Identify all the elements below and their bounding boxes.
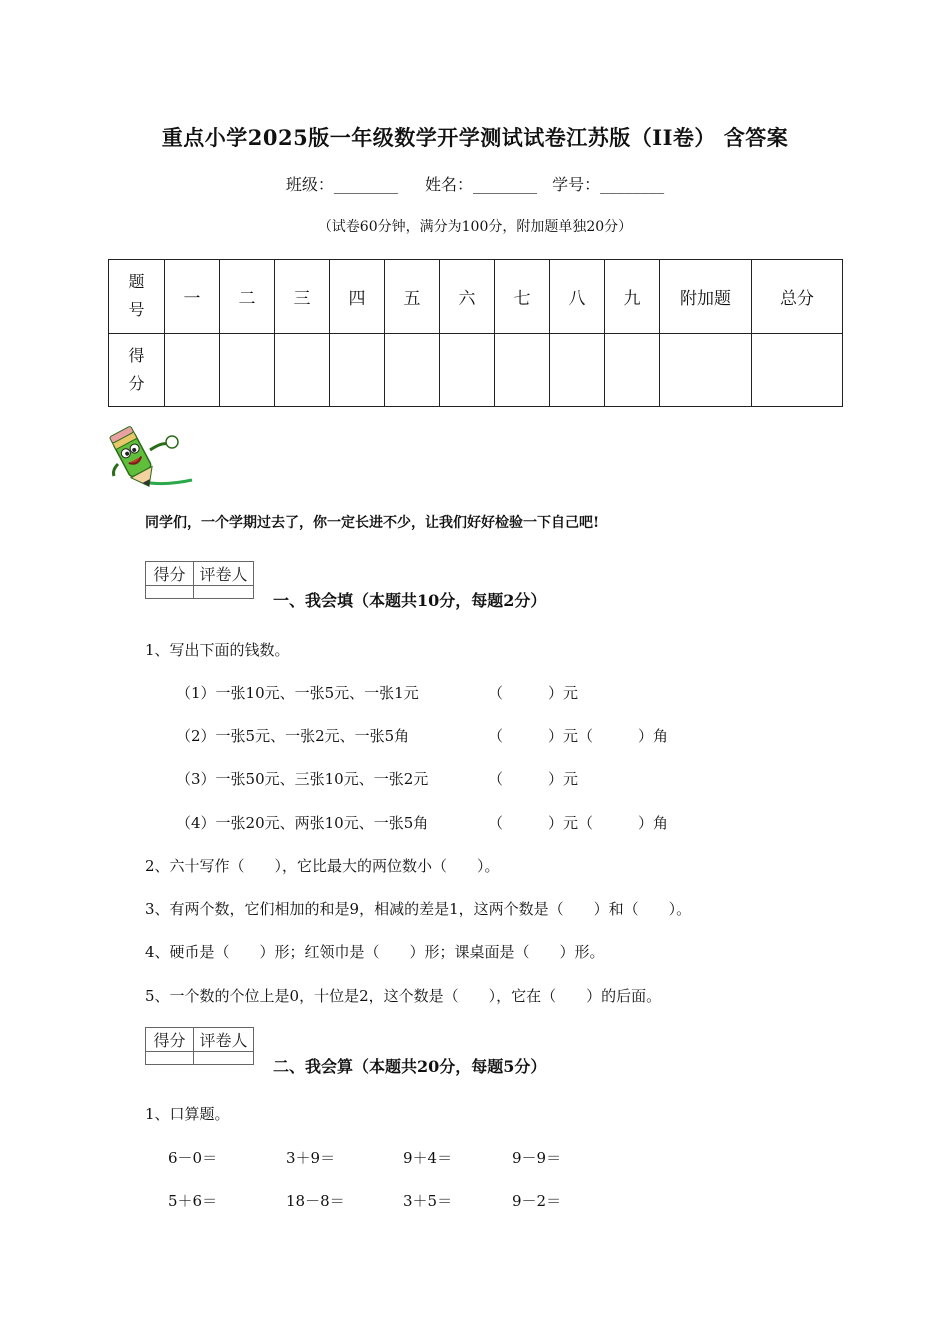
question-1-item-blank: （ ）元（ ）角 [488,727,669,745]
arithmetic-item: 5＋6＝ [168,1192,218,1210]
section-2-question-1: 1、口算题。 [145,1105,230,1123]
page-title: 重点小学2025版一年级数学开学测试试卷江苏版（II卷） 含答案 [161,125,789,150]
grader-reviewer-label: 评卷人 [194,1028,254,1052]
question-5: 5、一个数的个位上是0，十位是2，这个数是（ ），它在（ ）的后面。 [145,987,662,1005]
score-row-header: 得 分 [109,333,165,407]
grader-reviewer-cell [194,586,254,599]
column-header: 三 [275,260,330,334]
question-1-item-label: （2）一张5元、一张2元、一张5角 [176,727,410,745]
question-1-item-blank: （ ）元（ ）角 [488,814,669,832]
score-cell [605,333,660,407]
score-cell [165,333,220,407]
score-cell [385,333,440,407]
column-header: 九 [605,260,660,334]
column-header: 六 [440,260,495,334]
question-1: 1、写出下面的钱数。 [145,641,290,659]
question-1-item-label: （4）一张20元、两张10元、一张5角 [176,814,429,832]
grader-score-label: 得分 [146,1028,194,1052]
question-1-item-label: （1）一张10元、一张5元、一张1元 [176,684,419,702]
score-cell [220,333,275,407]
grader-reviewer-label: 评卷人 [194,562,254,586]
score-cell [330,333,385,407]
intro-text: 同学们，一个学期过去了，你一定长进不少，让我们好好检验一下自己吧! [145,515,600,531]
question-2: 2、六十写作（ ），它比最大的两位数小（ ）。 [145,857,500,875]
column-header: 八 [550,260,605,334]
arithmetic-item: 3＋9＝ [286,1149,336,1167]
score-cell [440,333,495,407]
score-cell [495,333,550,407]
score-table [108,259,843,407]
question-number-header: 题 号 [109,260,165,334]
column-header: 四 [330,260,385,334]
grader-score-cell [146,1052,194,1065]
column-header: 二 [220,260,275,334]
arithmetic-item: 9＋4＝ [403,1149,453,1167]
section-1-heading: 一、我会填（本题共10分，每题2分） [273,591,547,610]
column-header: 五 [385,260,440,334]
question-1-item-blank: （ ）元 [488,684,579,702]
question-3: 3、有两个数，它们相加的和是9，相减的差是1，这两个数是（ ）和（ ）。 [145,900,692,918]
score-table-score-row [109,333,843,407]
class-field: 班级：________ [285,175,398,194]
column-header: 总分 [752,260,843,334]
grader-score-label: 得分 [146,562,194,586]
grader-box [145,1027,254,1065]
grader-score-cell [146,586,194,599]
score-cell [275,333,330,407]
arithmetic-item: 9－2＝ [512,1192,562,1210]
section-2-heading: 二、我会算（本题共20分，每题5分） [273,1057,547,1076]
score-cell [660,333,752,407]
column-header: 一 [165,260,220,334]
name-field: 姓名：________ [424,175,537,194]
student-id-field: 学号：________ [552,175,665,194]
grader-reviewer-cell [194,1052,254,1065]
score-table-header-row [109,260,843,334]
question-1-item-label: （3）一张50元、三张10元、一张2元 [176,770,429,788]
question-4: 4、硬币是（ ）形；红领巾是（ ）形；课桌面是（ ）形。 [145,943,605,961]
arithmetic-item: 9－9＝ [512,1149,562,1167]
student-info-line [0,172,950,195]
arithmetic-item: 18－8＝ [286,1192,345,1210]
exam-note: （试卷60分钟，满分为100分，附加题单独20分） [317,219,633,235]
column-header: 七 [495,260,550,334]
column-header: 附加题 [660,260,752,334]
score-cell [752,333,843,407]
grader-box [145,561,254,599]
arithmetic-item: 3＋5＝ [403,1192,453,1210]
pencil-mascot-icon [104,420,196,492]
question-1-item-blank: （ ）元 [488,770,579,788]
score-cell [550,333,605,407]
arithmetic-item: 6－0＝ [168,1149,218,1167]
